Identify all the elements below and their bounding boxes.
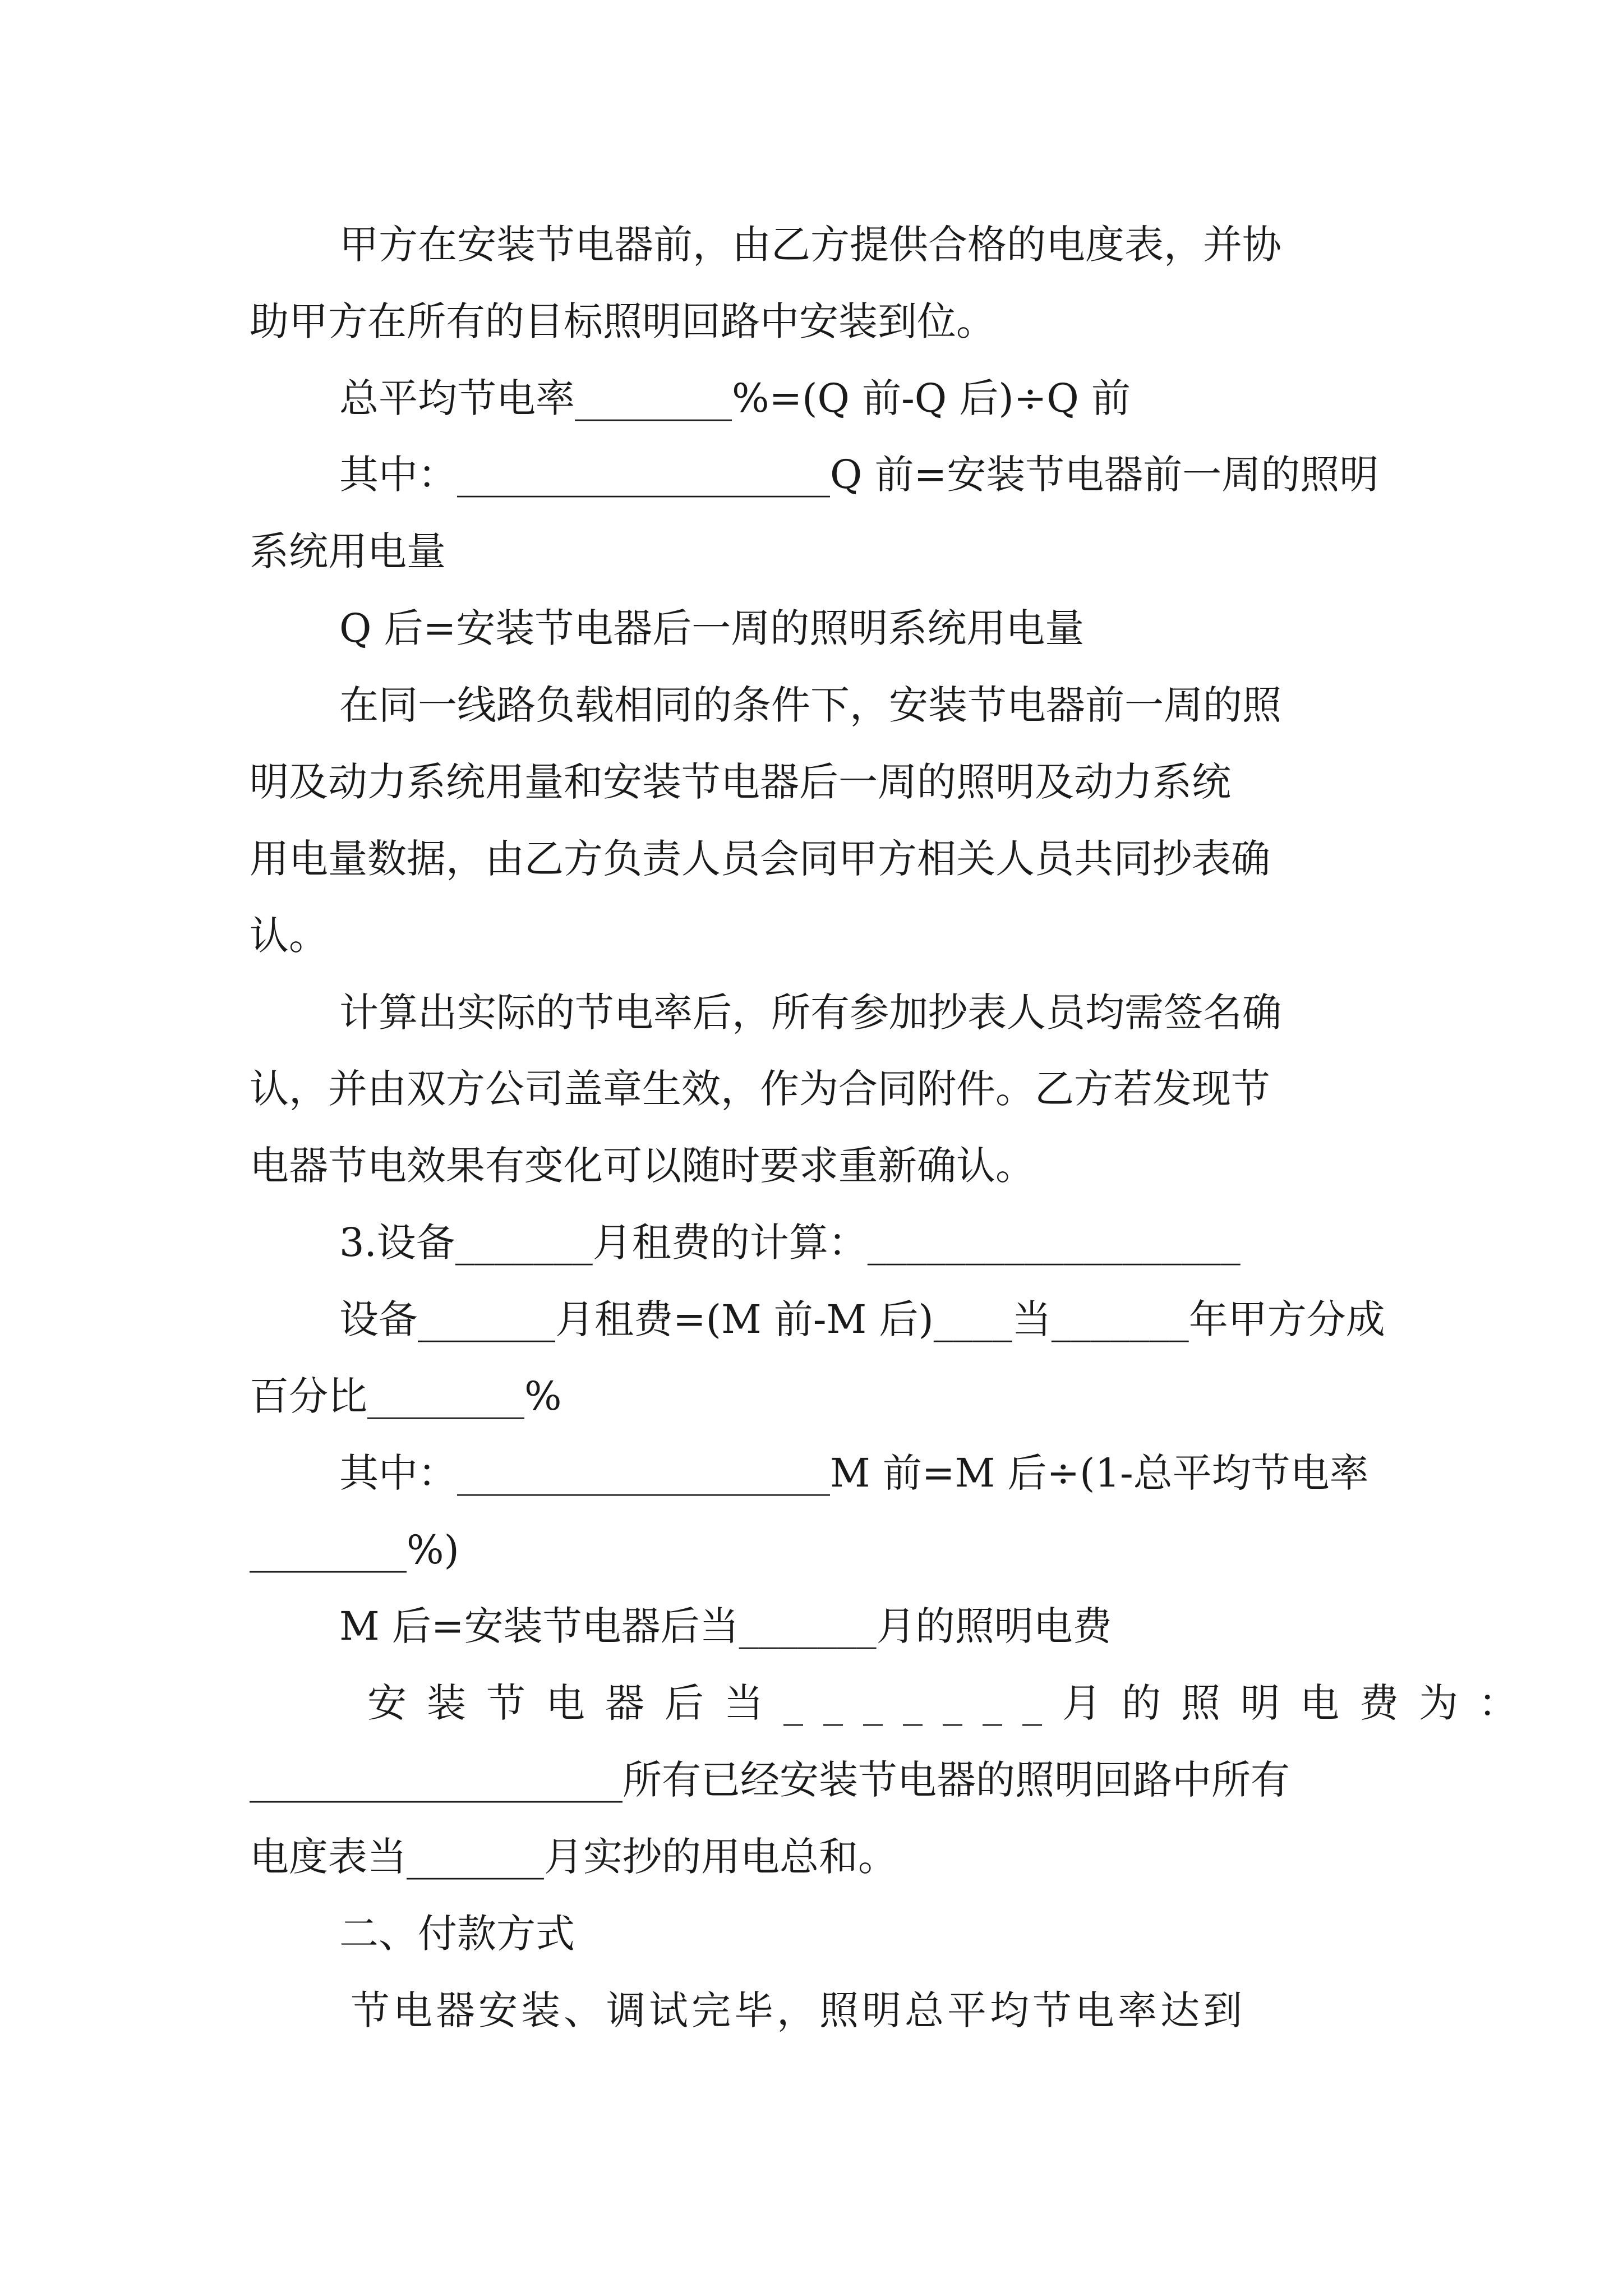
paragraph-line: 用电量数据，由乙方负责人员会同甲方相关人员共同抄表确 [250, 836, 1270, 882]
paragraph-line: 甲方在安装节电器前，由乙方提供合格的电度表，并协 [339, 222, 1281, 268]
paragraph-line: 在同一线路负载相同的条件下，安装节电器前一周的照 [339, 682, 1281, 728]
formula-line: 其中：___________________M 前=M 后÷(1-总平均节电率 [339, 1450, 1369, 1496]
paragraph-line: 认。 [250, 913, 328, 959]
paragraph-line: M 后=安装节电器后当_______月的照明电费 [339, 1603, 1112, 1649]
formula-line: ________%) [250, 1527, 459, 1573]
paragraph-line: 认，并由双方公司盖章生效，作为合同附件。乙方若发现节 [250, 1066, 1270, 1112]
paragraph-line: 计算出实际的节电率后，所有参加抄表人员均需签名确 [339, 990, 1281, 1036]
formula-line: 总平均节电率________%=(Q 前-Q 后)÷Q 前 [339, 375, 1131, 421]
formula-line: 百分比________% [250, 1373, 562, 1419]
paragraph-line: 电器节电效果有变化可以随时要求重新确认。 [250, 1143, 1035, 1189]
paragraph-line: 节电器安装、调试完毕，照明总平均节电率达到 [351, 1987, 1246, 2033]
paragraph-line: 安装节电器后当_______月的照明电费为： [367, 1680, 1538, 1726]
paragraph-line: Q 后=安装节电器后一周的照明系统用电量 [339, 605, 1085, 651]
section-heading: 二、付款方式 [339, 1911, 575, 1957]
paragraph-line: 其中：___________________Q 前=安装节电器前一周的照明 [339, 452, 1379, 498]
paragraph-line: 助甲方在所有的目标照明回路中安装到位。 [250, 298, 995, 344]
paragraph-line: 电度表当_______月实抄的用电总和。 [250, 1834, 897, 1880]
section-heading: 3.设备_______月租费的计算：___________________ [339, 1220, 1241, 1266]
paragraph-line: 系统用电量 [250, 528, 446, 574]
paragraph-line: ___________________所有已经安装节电器的照明回路中所有 [250, 1757, 1290, 1803]
formula-line: 设备_______月租费=(M 前-M 后)____当_______年甲方分成 [339, 1296, 1385, 1342]
paragraph-line: 明及动力系统用量和安装节电器后一周的照明及动力系统 [250, 759, 1231, 805]
